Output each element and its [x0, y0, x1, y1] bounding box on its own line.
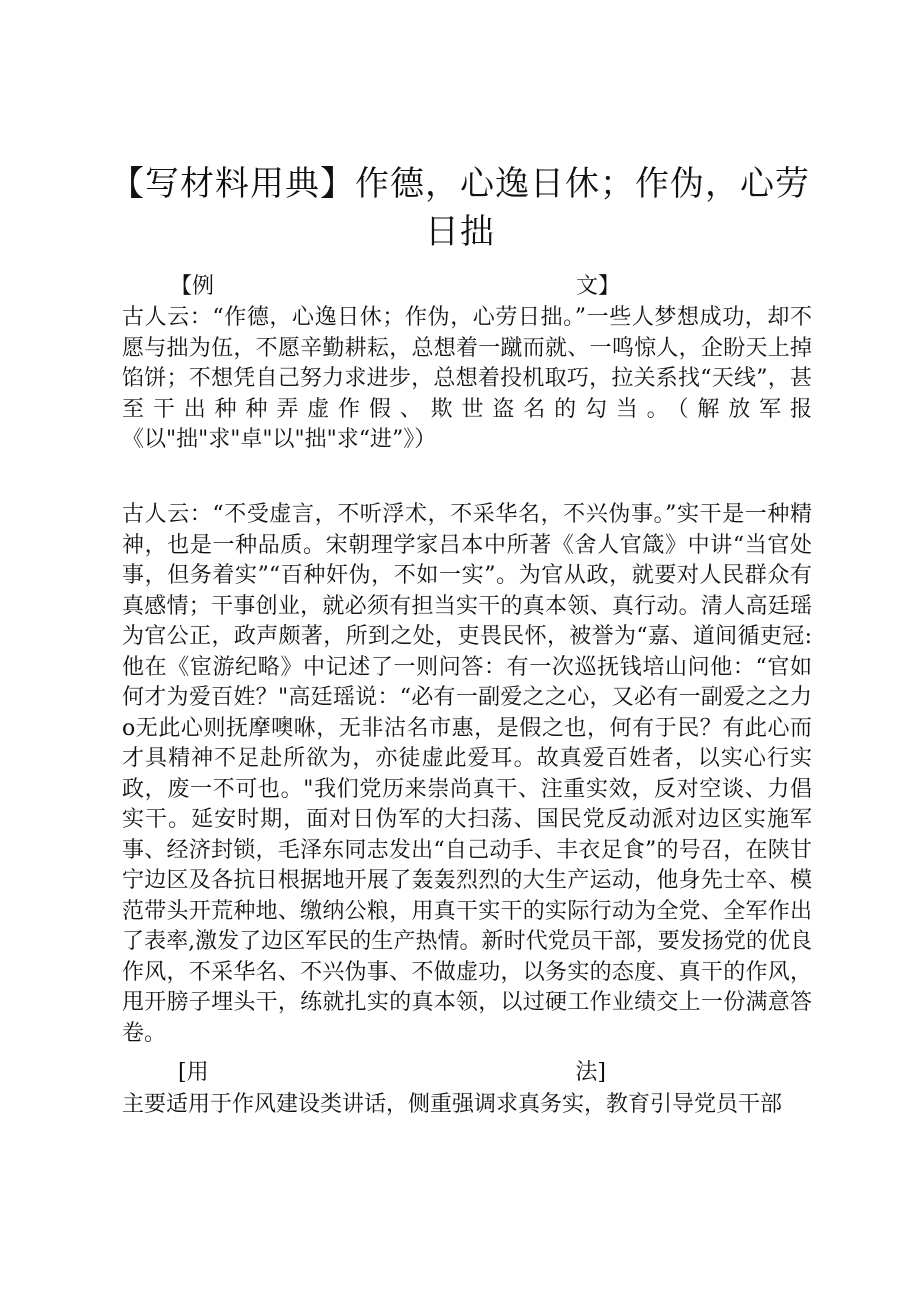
example-paragraph: 古人云：“作德，心逸日休；作伪，心劳日拙。”一些人梦想成功，却不愿与拙为伍，不愿辛勤耕耘，总想着一蹴而就、一鸣惊人，企盼天上掉馅饼；不想凭自己努力求进步，总想着投机取巧，拉关系找“天线”，甚至干出种种弄虚作假、欺世盗名的勾当。（解放军报《以"拙"求"卓"以"拙"求“进”》） [122, 305, 812, 452]
body-paragraph: 古人云：“不受虚言，不听浮术，不采华名，不兴伪事。”实干是一种精神，也是一种品质。宋朝理学家吕本中所著《舍人官箴》中讲“当官处事，但务着实”“百种奸伪，不如一实”。为官从政，就要对人民群众有真感情；干事创业，就必须有担当实干的真本领、真行动。清人高廷瑶为官公正，政声颇著，所到之处，吏畏民怀，被誉为“嘉、道间循吏冠:他在《宦游纪略》中记述了一则问答：有一次巡抚钱培山问他：“官如何才为爱百姓？"高廷瑶说：“必有一副爱之之心，又必有一副爱之之力o无此心则抚摩噢咻，无非沽名市惠，是假之也，何有于民？有此心而才具精神不足赴所欲为，亦徒虚此爱耳。故真爱百姓者，以实心行实政，废一不可也。"我们党历来崇尚真干、注重实效，反对空谈、力倡实干。延安时期，面对日伪军的大扫荡、国民党反动派对边区实施军事、经济封锁，毛泽东同志发出“自己动手、丰衣足食”的号召，在陕甘宁边区及各抗日根据地开展了轰轰烈烈的大生产运动，他身先士卒、模范带头开荒种地、缴纳公粮，用真干实干的实际行动为全党、全军作出了表率,激发了边区军民的生产热情。新时代党员干部，要发扬党的优良作风，不采华名、不兴伪事、不做虚功，以务实的态度、真干的作风，甩开膀子埋头干，练就扎实的真本领，以过硬工作业绩交上一份满意答卷。 [122, 502, 812, 1046]
usage-paragraph: 主要适用于作风建设类讲话，侧重强调求真务实，教育引导党员干部 [122, 1092, 783, 1117]
example-heading-right: 文】 [575, 274, 620, 299]
document-title: 【写材料用典】作德，心逸日休；作伪，心劳日拙 [110, 164, 810, 252]
usage-heading-right: 法] [575, 1060, 606, 1085]
usage-heading [178, 1058, 606, 1088]
example-heading-left: 【例 [170, 274, 215, 299]
usage-heading-left: [用 [178, 1060, 209, 1085]
example-heading [170, 272, 620, 302]
